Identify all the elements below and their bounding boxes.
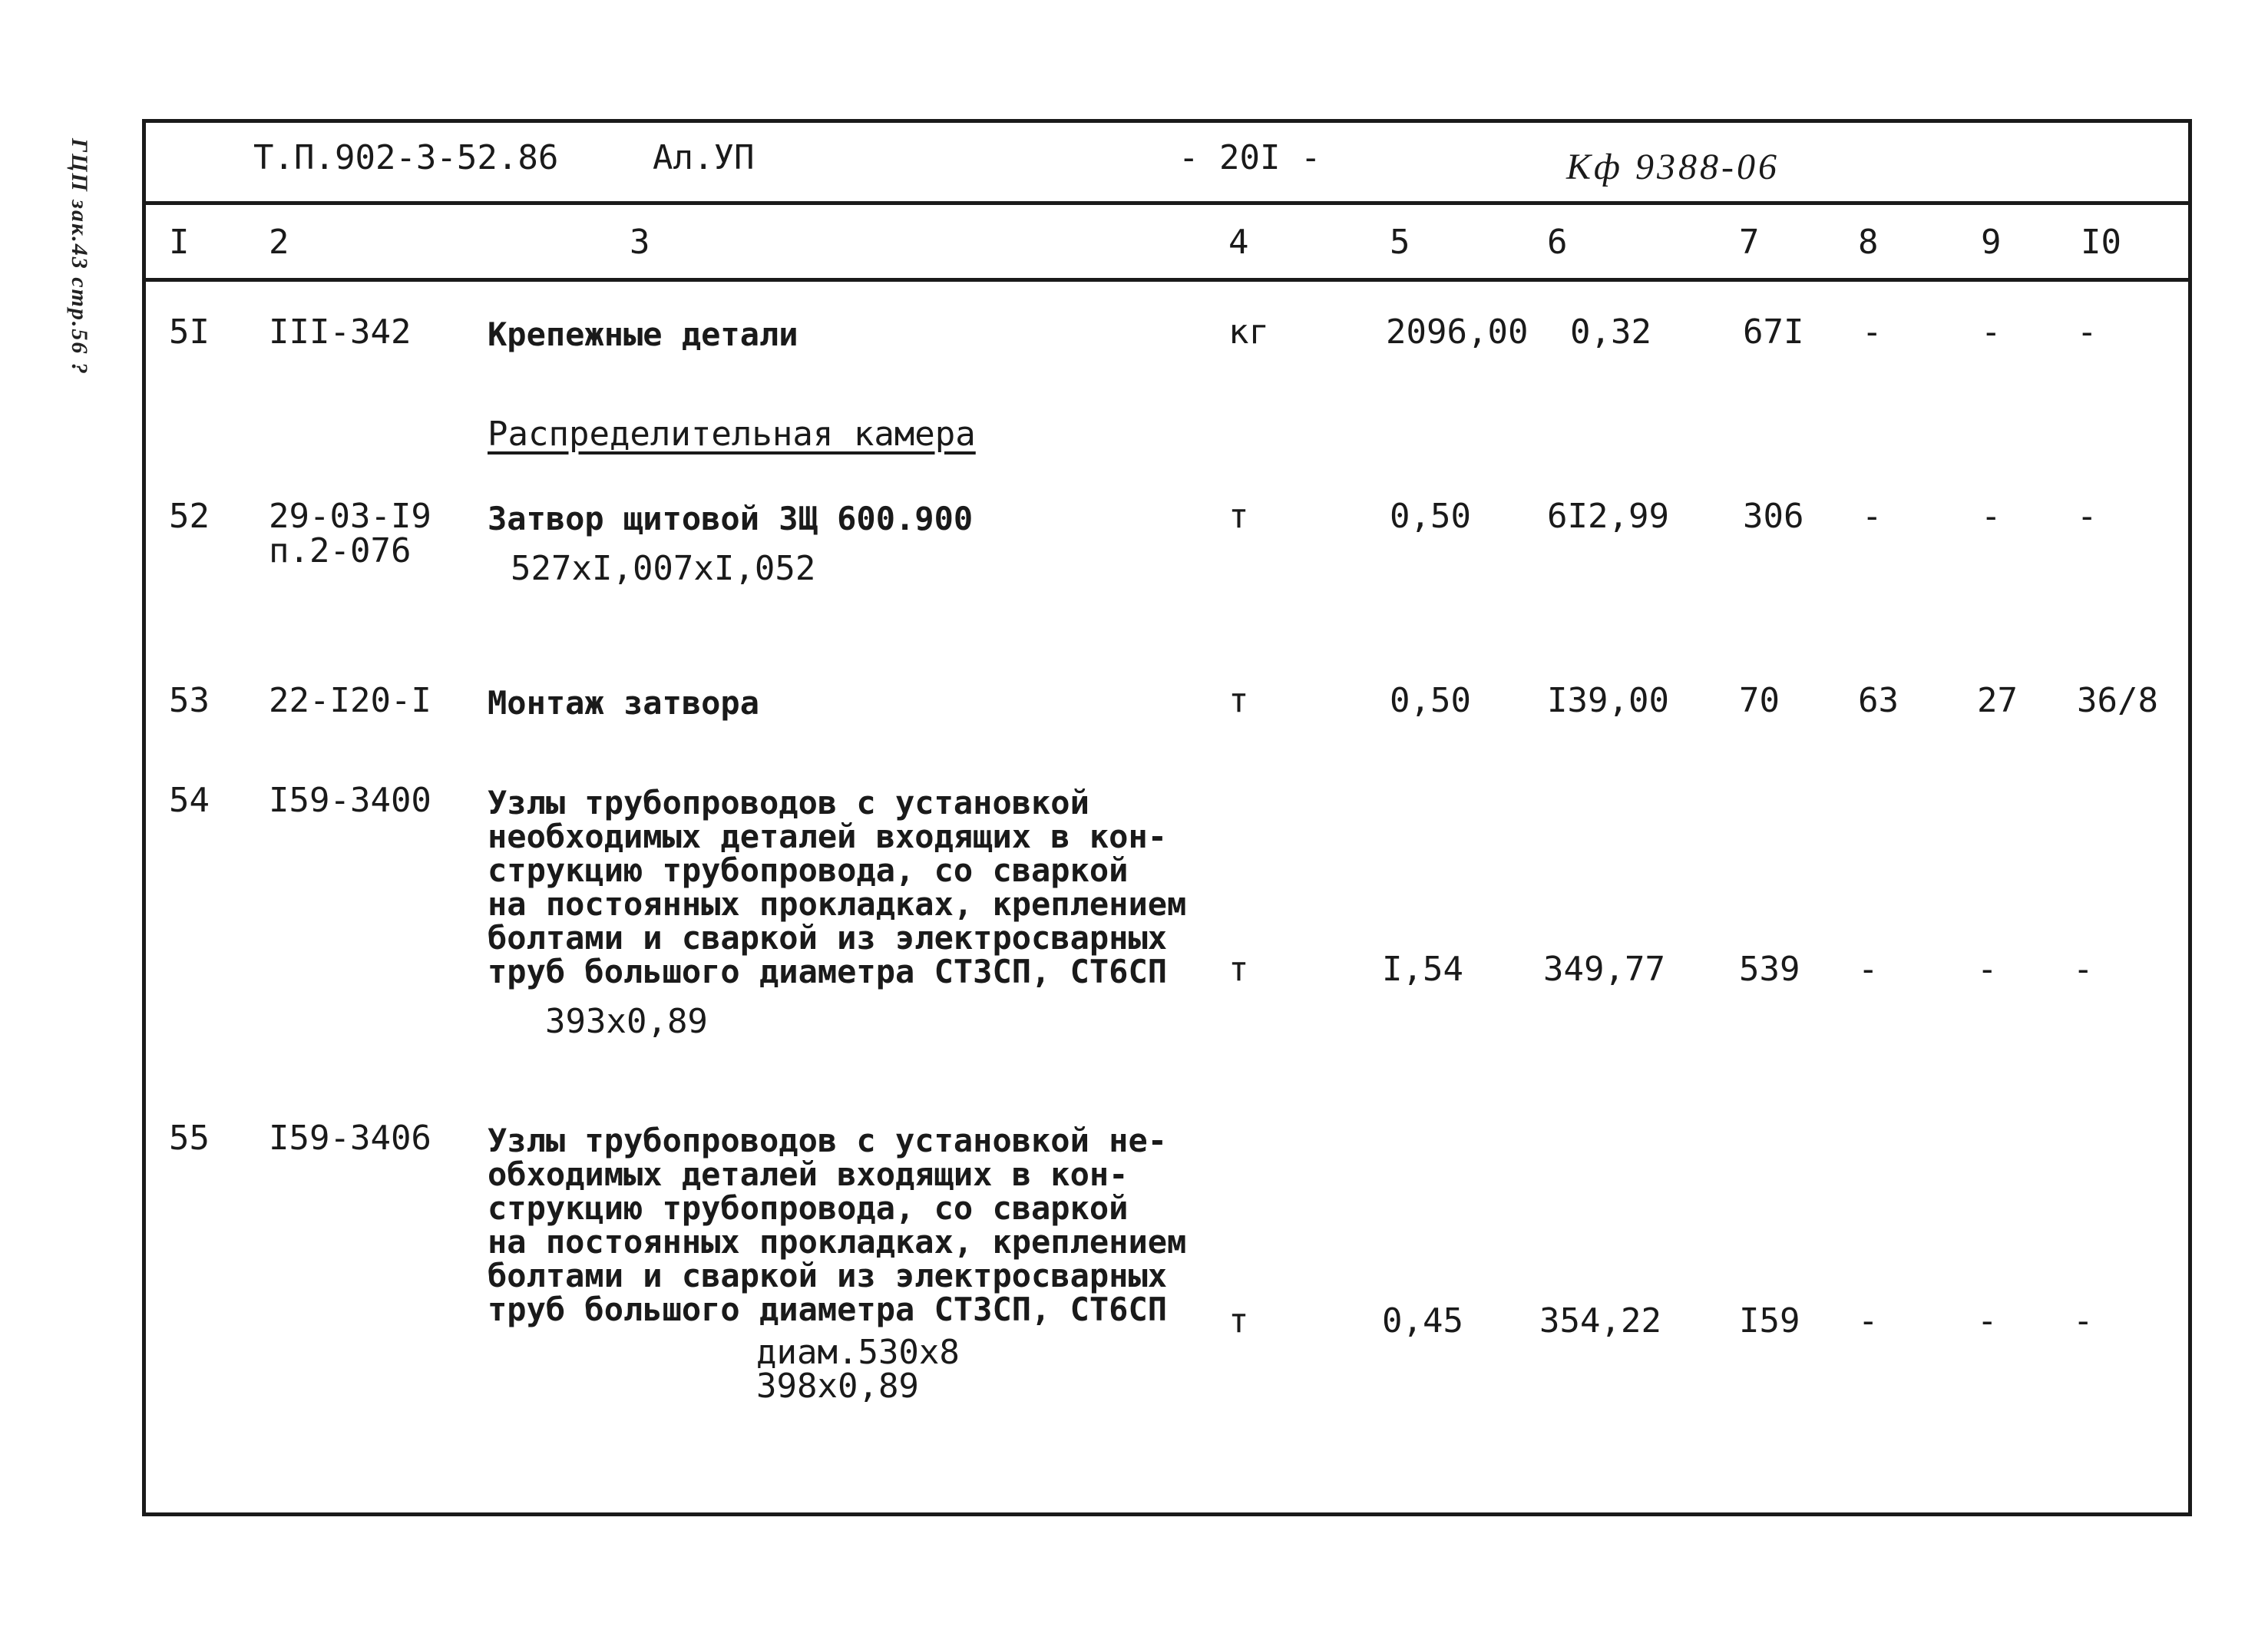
row-54-desc: Узлы трубопроводов с установкой необходимых деталей входящих в кон- струкцию трубопровода, со сваркой на постоянных прокладках, креплением болтами и сваркой из электросварных труб большого диаметра СТ3СП, СТ6СП (488, 784, 1187, 990)
row-55-total: I59 (1739, 1301, 1800, 1340)
row-51-unit: кг (1228, 312, 1269, 352)
row-54-price: 349,77 (1543, 950, 1665, 989)
row-52-desc: Затвор щитовой ЗЩ 600.900 (488, 500, 974, 537)
row-54-sub: 393x0,89 (545, 1002, 708, 1041)
row-51-no: 5I (169, 312, 210, 352)
row-53-col10: 36/8 (2077, 681, 2158, 720)
row-55-col9: - (1977, 1301, 1998, 1340)
row-51-col9: - (1981, 312, 2002, 352)
page-number: - 20I - (1179, 138, 1321, 177)
row-55-col8: - (1858, 1301, 1879, 1340)
col-header-7: 7 (1739, 223, 1760, 262)
row-53-price: I39,00 (1547, 681, 1669, 720)
side-stamp: ГЦП зак.43 стр.56 ? (67, 138, 92, 375)
col-header-9: 9 (1981, 223, 2002, 262)
row-53-col9: 27 (1977, 681, 2018, 720)
row-52-sub: 527xI,007xI,052 (511, 549, 816, 588)
row-54-col9: - (1977, 950, 1998, 989)
row-52-no: 52 (169, 497, 210, 536)
row-55-unit: т (1228, 1301, 1249, 1340)
row-53-desc: Монтаж затвора (488, 684, 760, 722)
row-52-total: 306 (1743, 497, 1804, 536)
row-51-price: 0,32 (1570, 312, 1651, 352)
row-54-no: 54 (169, 781, 210, 820)
project-code: Т.П.902-3-52.86 (253, 138, 559, 177)
section-title: Распределительная камера (488, 415, 976, 454)
album-number: Ал.УП (653, 138, 755, 177)
row-52-code2: п.2-076 (269, 531, 412, 570)
row-54-col8: - (1858, 950, 1879, 989)
col-header-3: 3 (630, 223, 650, 262)
row-55-desc: Узлы трубопроводов с установкой не- обходимых деталей входящих в кон- струкцию трубопровода, со сваркой на постоянных прокладках, креплением болтами и сваркой из электросварных труб большого диаметра СТ3СП, СТ6СП (488, 1122, 1187, 1328)
col-header-4: 4 (1228, 223, 1249, 262)
row-55-qty: 0,45 (1382, 1301, 1463, 1340)
row-53-qty: 0,50 (1390, 681, 1471, 720)
row-52-unit: т (1228, 497, 1249, 536)
row-54-unit: т (1228, 950, 1249, 989)
col-header-6: 6 (1547, 223, 1568, 262)
row-54-qty: I,54 (1382, 950, 1463, 989)
col-header-5: 5 (1390, 223, 1410, 262)
row-51-col10: - (2077, 312, 2098, 352)
row-55-price: 354,22 (1539, 1301, 1661, 1340)
row-53-no: 53 (169, 681, 210, 720)
row-51-code: III-342 (269, 312, 412, 352)
row-52-col8: - (1862, 497, 1883, 536)
row-54-col10: - (2073, 950, 2094, 989)
row-52-col10: - (2077, 497, 2098, 536)
document-frame (142, 119, 2192, 1516)
row-54-total: 539 (1739, 950, 1800, 989)
row-54-code: I59-3400 (269, 781, 431, 820)
row-55-code: I59-3406 (269, 1119, 431, 1158)
row-51-total: 67I (1743, 312, 1804, 352)
col-header-1: I (169, 223, 190, 262)
row-52-price: 6I2,99 (1547, 497, 1669, 536)
row-52-qty: 0,50 (1390, 497, 1471, 536)
reference-number: Кф 9388-06 (1566, 147, 1780, 187)
row-53-unit: т (1228, 681, 1249, 720)
row-52-col9: - (1981, 497, 2002, 536)
row-52-code: 29-03-I9 (269, 497, 431, 536)
row-51-qty: 2096,00 (1386, 312, 1529, 352)
row-53-total: 70 (1739, 681, 1780, 720)
row-55-no: 55 (169, 1119, 210, 1158)
row-55-sub: диам.530x8 398x0,89 (756, 1333, 960, 1406)
col-header-2: 2 (269, 223, 289, 262)
row-53-col8: 63 (1858, 681, 1899, 720)
col-header-10: I0 (2081, 223, 2121, 262)
row-51-desc: Крепежные детали (488, 316, 798, 353)
row-53-code: 22-I20-I (269, 681, 431, 720)
column-header-divider (146, 278, 2188, 282)
col-header-8: 8 (1858, 223, 1879, 262)
row-51-col8: - (1862, 312, 1883, 352)
row-55-col10: - (2073, 1301, 2094, 1340)
header-divider (146, 201, 2188, 205)
